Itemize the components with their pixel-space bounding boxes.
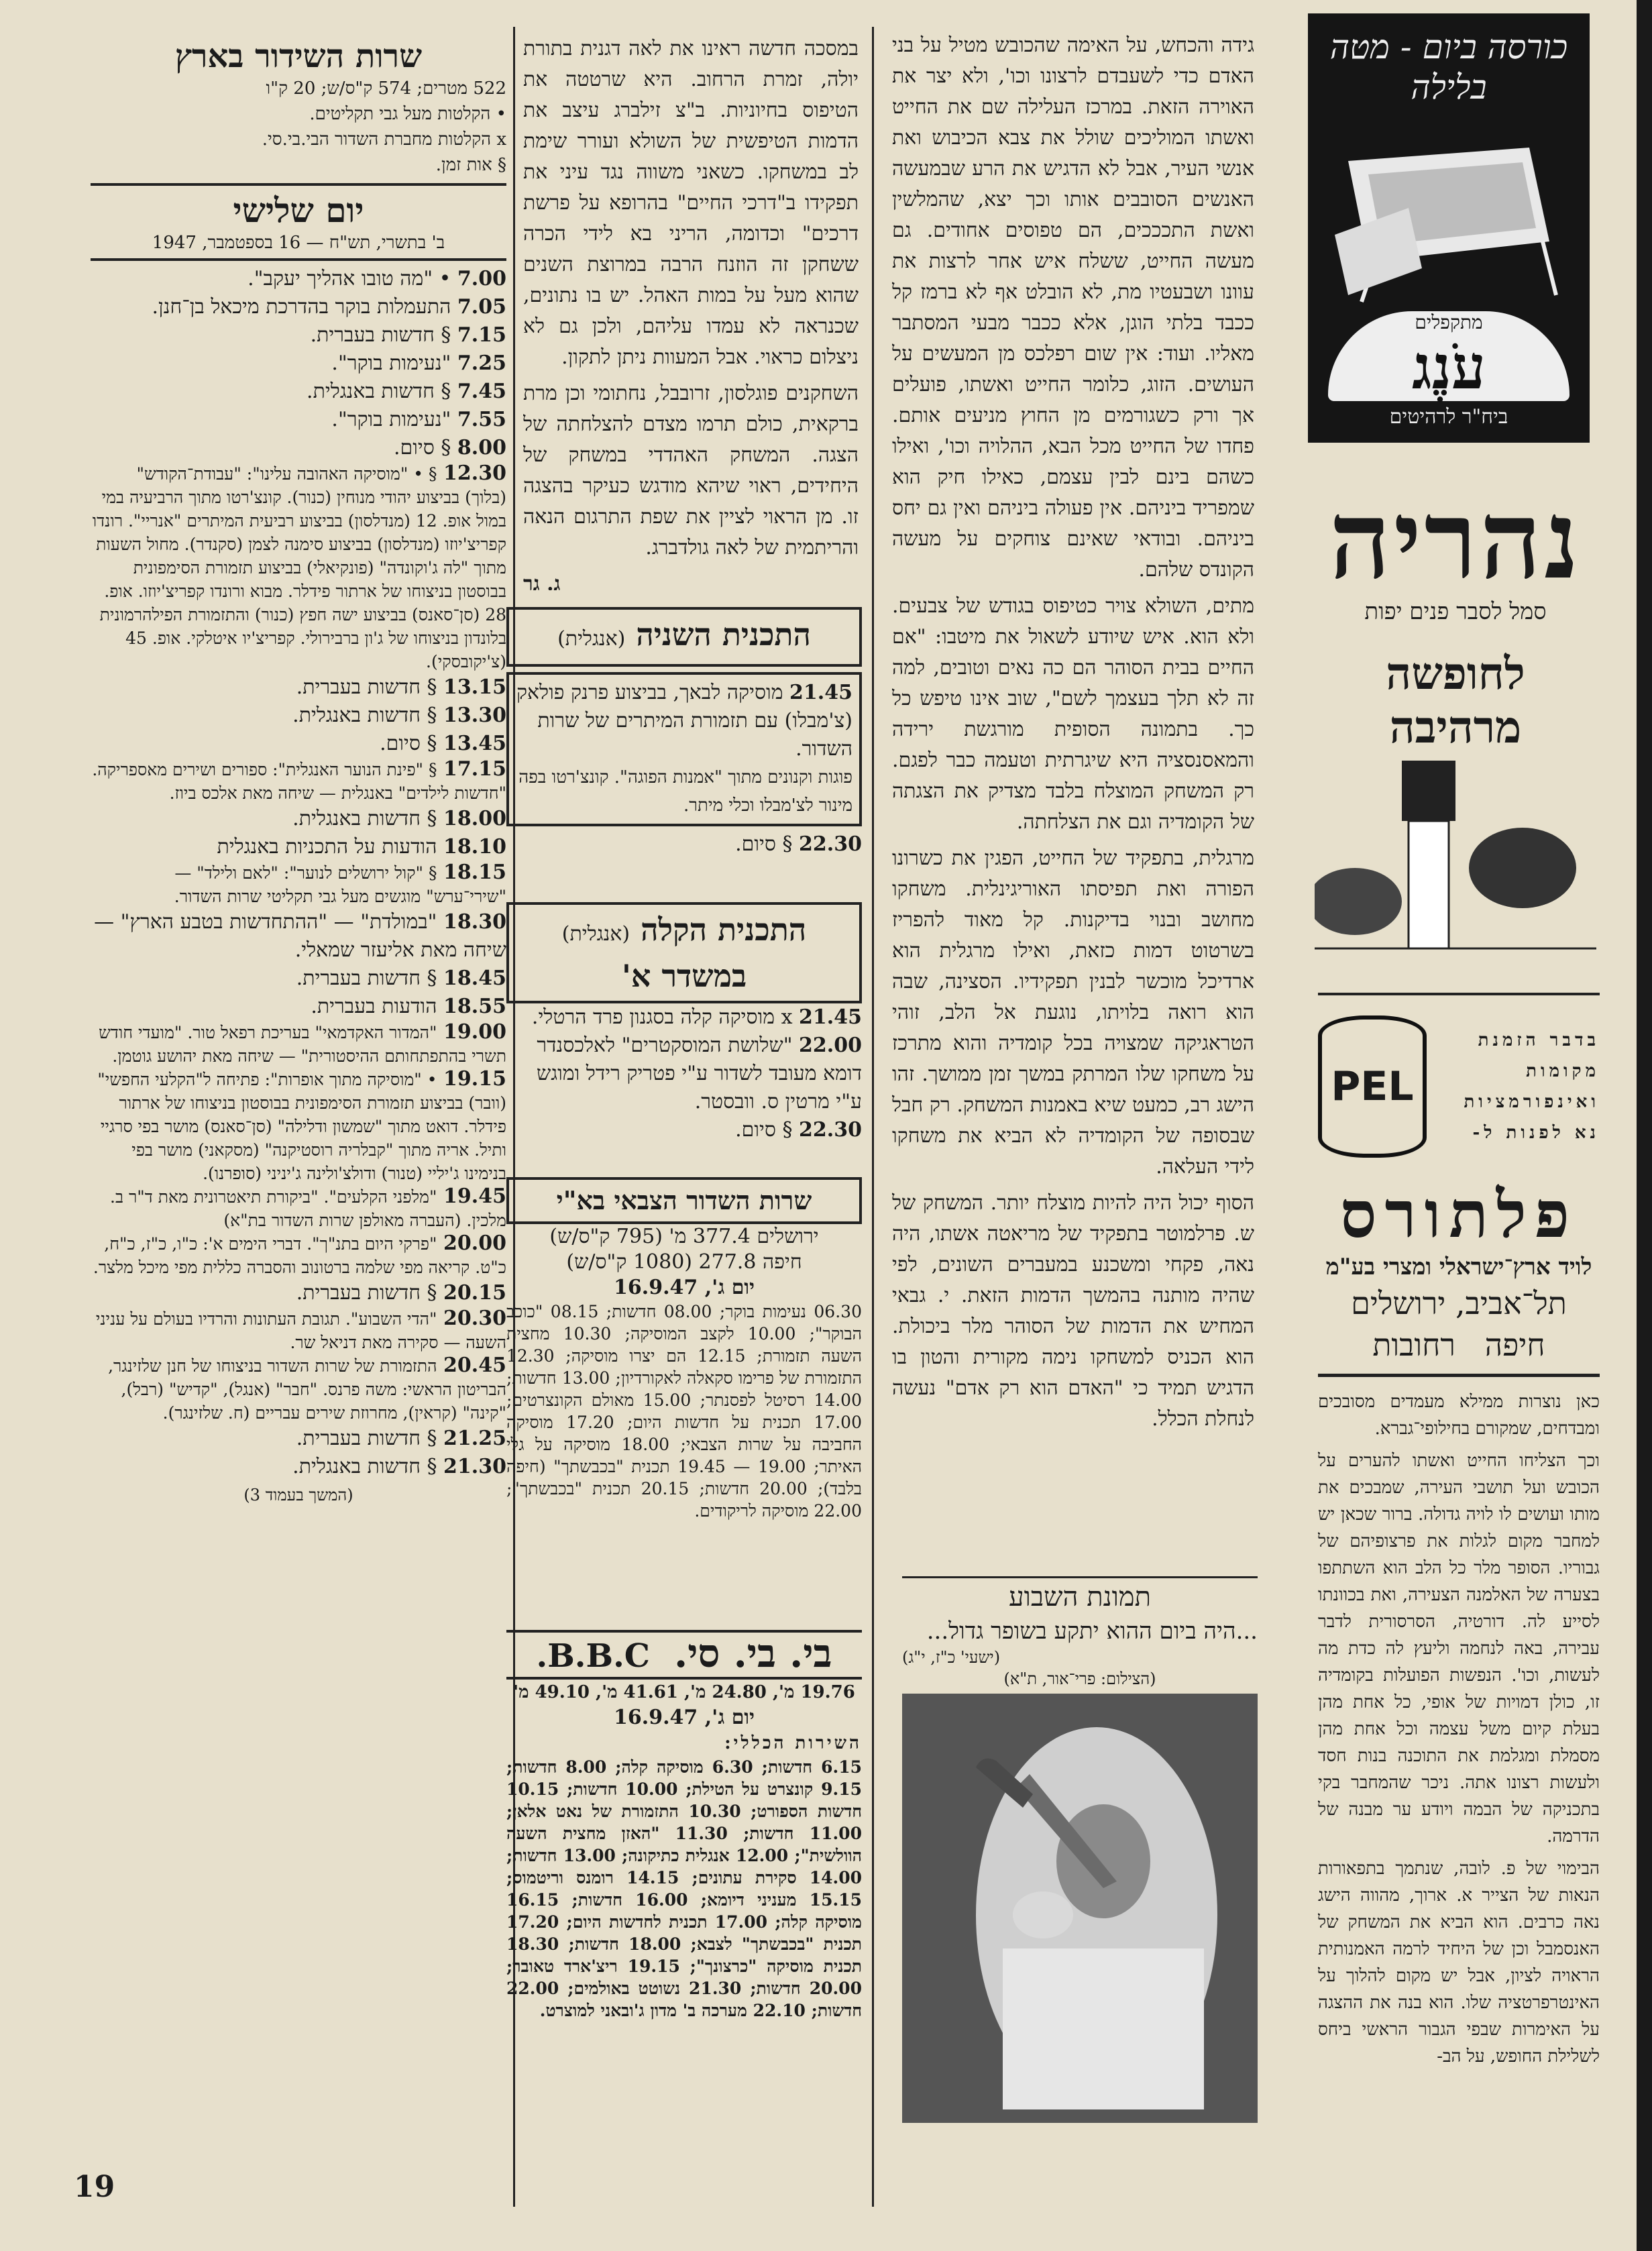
light-program-title-note: (אנגלית) [561,922,630,946]
photo-credit: (הצילום: פרי־אור, ת"א) [1003,1669,1156,1688]
pel-ad-line: נא לפנות ל- [1472,1123,1600,1143]
schedule-time: 18.45 [443,967,506,990]
day-date: ב' בתשרי, תש"ח — 16 בספטמבר, 1947 [91,230,506,261]
schedule-text: § "קול ירושלים לנוער": "לאם ולילד" — "שירי־ערש" מוגשים מעל גבי תקליטי שרות השדור. [174,863,506,906]
photo-source: (ישעי' כ"ז, י"ג) [902,1648,1001,1667]
schedule-item [91,673,506,702]
schedule-time: 7.00 [457,267,506,290]
pel-ad [1318,993,1600,1411]
schedule-item [91,805,506,833]
broadcast-schedule-column [91,37,506,2170]
schedule-item [91,730,506,758]
schedule-item [91,462,506,673]
page-number: 19 [74,2170,115,2204]
schedule-text: הודעות על התכניות באנגלית [217,835,437,859]
schedule-time: 19.15 [443,1067,506,1091]
review-column-1 [892,30,1254,1566]
pel-ad-line: מקומות [1526,1061,1600,1081]
light-program-title [506,902,862,1003]
program-item-text: פוגות וקנונים מתוך "אמנות הפוגה". קונצ'רטו בפה מינור לצ'מבלו וכלי מיתר. [518,767,852,816]
schedule-time: 18.00 [443,807,506,830]
nahariya-slogan: סמל לסבר פנים יפות [1364,598,1547,625]
schedule-time: 17.15 [443,757,506,781]
schedule-item [91,1068,506,1185]
schedule-text: § סיום. [393,436,451,459]
neg-ad-tag: מתקפלים [1415,311,1483,333]
bbc-body: 6.15 חדשות; 6.30 מוסיקה קלה; 8.00 חדשות; 9.15 קונצרט על הטילת; 10.00 חדשות; 10.15 חדשות הספורט; 10.30 התזמורת של נאט אלאן; 11.00 חדשות; 11.30 "האזן מחצית השעה הוולשית"; 12.00 אנגלית כתיקונה; 13.00 חדשות; 14.00 סקירת עתונים; 14.15 רומנס וריטמוס; 15.15 מעניני דיומא; 16.00 חדשות; 16.15 מוסיקה קלה; 17.00 תכנית לחדשות היום; 17.20 תכנית "בכבשתך" לצבא; 18.00 חדשות; 18.30 תכנית מוסיקה "כרצונך"; 19.15 ריצ'ארד טאובר; 20.00 חדשות; 21.30 נשוטט באולמים; 22.00 חדשות; 22.10 מערכה ב' מדון ג'ובאני למוצרט. [506,1757,862,2020]
schedule-text: "המדור האקדמאי" בעריכת רפאל טור. "מועדי חודש תשרי בהתפתחותם ההיסטורית" — שיחה מאת יהושע גוטמן. [99,1023,506,1066]
program-item-text: "שלושת המוסקטרים" לאלכסנדר דומא מעובד לשדור ע"י פטריק רידל ומוגש ע"י מרטין ס. וובסטר. [536,1034,862,1113]
program-item-text: מוסיקה לבאך, בביצוע פרנק פולאק (צ'מבלו) עם תזמורת המיתרים של שרות השדור. [516,681,852,761]
bbc-title-hebrew: בי. בי. סי. [674,1631,832,1676]
schedule-time: 7.45 [457,380,506,403]
schedule-text: § "פינת הנוער האנגלית": ספורים ושירים מאספריקה. "חדשות לילדים" באנגלית — שיחה מאת אלכס ביוז. [92,760,506,803]
program-item [506,1003,862,1032]
review-signature: ג. גר [523,572,561,590]
review-paragraph: וכך הצליחו החייט ואשתו להערים על הכובש ועל תושבי העירה, שמבכים את מותו ועושים לו לויה גדולה. ברור שכאן יש למחבר מקום לגלות את פרצופיהם של גבוריו. הסופר מלר כל הלב הוא השתתפו בצערה של האלמנה הצעירה, ואת בכוונתו לסייע לה. דורטיה, הסרסורית לדבר עבירה, באה לנחמה וליעץ לה כדת מה לעשות, וכו'. הנפשות הפועלות בקומדיה זו, כולן דמויות של אופי, כל אחת מהן בעלת קיום משל עצמה וכל אחת מהן מסמלת ומגלמת את התוכנה בנות חסד ולעשות רצונו אתה. ניכר שהמחבר בקי בתכניקה של הבמה ויודע ער מבנה של הדרמה. [1318,1451,1600,1847]
schedule-item [91,965,506,993]
column-rule [872,27,874,2207]
schedule-item [91,758,506,805]
bbc-service: השירות הכללי: [724,1733,862,1753]
neg-ad-brand: עֹנֶג [1412,332,1486,403]
schedule-text: הודעות בעברית. [311,995,437,1018]
photo-caption: ...היה ביום ההוא יתקע בשופר גדול... [926,1618,1258,1645]
schedule-text: § חדשות באנגלית. [307,380,451,403]
bbc-line: יום ג', 16.9.47 [614,1706,755,1729]
schedule-item [91,434,506,462]
schedule-item [91,1021,506,1068]
program-item [506,1116,862,1144]
review-column-right [1318,1388,1600,2220]
program-item [506,1032,862,1116]
schedule-text: • "מוסיקה מתוך אופרות": פתיחה ל"הקלעי החפשי" (וובר) בביצוע תזמורת הסימפונית בבוסטון בניצוחו של ארתור פידלר. דואט מתוך "שמשון ודלילה" (סן־סאנס) מושר בפי סרגיי ותיל. אריה מתוך "קבלריה רוסטיקנה" (מסקאני) מושר בפי בנימינו ג'יליי (טנור) ודולצ'ולינה ג'יניני (סופרנו). [97,1070,506,1183]
schedule-item [91,702,506,730]
broadcast-header-line: § אות זמן. [435,155,506,175]
review-paragraph: הסוף יכול היה להיות מוצלח יותר. המשחק של ש. פרלמוטר בתפקיד של מריאטה אשתו, היה נאה, פקחי ומשכנע במעברים השונים, לפי שהיה מותנה בהמשך הדמות הזאת. י. גבאי המחיש את הדמות של הסוהר מלר ביכולת. הוא הכניס למשחקו נימה מקורית והטון בו הדגיש תמיד כי "האדם הוא רק אדם" נעשה לנחלת הכלל. [892,1191,1254,1431]
schedule-item [91,321,506,349]
review-paragraph: מתים, השולא צויר כטיפוס בגודש של צבעים. ולא הוא. איש שיודע לשאול את מיטבו: "אם החיים בבית הסוהר הם כה נאים וטובים, למה זה לא תלך בעצמך לשם", שוב אינו טיפש כל כך. בתמונה הסופית מורגשת ירידה והמאסנסציה היא שיגרתית וטעמה כבר לפגם. רק המשחק המוצלח בלבד מצדיק את הצגתה של הקומדיה וגם את הצלחתה. [892,594,1254,834]
review-column-2 [523,34,859,590]
nahariya-title: נהריה [1329,477,1582,603]
schedule-item [91,349,506,378]
schedule-text: § חדשות בעברית. [296,1427,437,1450]
army-radio-line: חיפה 277.8 (1080 ק"ס/ש) [566,1250,802,1274]
schedule-list [91,265,506,1481]
schedule-item [91,1185,506,1232]
schedule-time: 7.25 [457,351,506,375]
review-paragraph: הבימוי של פ. לובה, שנתמך בתפאורות הנאות של הצייר א. ארוך, מהווה הישג נאה כרבים. הוא הביא את המשחק של האנסמבל וכן של היחיד לרמה האמנותית הראויה לציון, אבל יש מקום להלוך על האינטרפרטציה שלו. הוא בנה את ההצגה על האימרות שבפי הגבור הראשי ביחס לשלילת החופש, על הב- [1318,1859,1600,2067]
schedule-text: § חדשות בעברית. [296,1281,437,1305]
neg-ad-top: כורסה ביום - מטה בלילה [1329,28,1568,107]
schedule-time: 8.00 [457,436,506,459]
light-program-box [506,902,862,1170]
pel-ad-lines [1464,1025,1600,1148]
pel-ad-line: בדבר הזמנת [1478,1030,1600,1050]
schedule-item [91,406,506,434]
water-tower-illustration [1315,754,1596,955]
program-item-text: x מוסיקה קלה בסגנון פרד הרטלי. [531,1005,793,1029]
broadcast-header-line: 522 מטרים; 574 ק"ס/ש; 20 ק"ו [266,78,506,99]
schedule-time: 20.30 [443,1307,506,1330]
schedule-time: 21.30 [443,1455,506,1478]
review-paragraph: השחקנים פוגלסון, זרובבל, נחתומי וכן מרת ברקאית, כולם תרמו מצדם להצלחתה של הצגה. המשחק האהדדי במשחק של היחידים, ראוי שיהא מודגש כעיקר בהצגה זו. מן הראוי לציין את שפת התרגום הנאה והריתמית של לאה גולדברג. [523,382,859,559]
program-item-time: 21.45 [799,1005,862,1029]
schedule-text: § חדשות בעברית. [296,967,437,990]
neg-furniture-ad [1308,13,1590,443]
schedule-item [91,1232,506,1279]
schedule-item [91,833,506,861]
schedule-item [91,1425,506,1453]
schedule-item [91,861,506,908]
schedule-time: 7.05 [457,295,506,319]
program-item-time: 22.00 [799,1034,862,1057]
light-program-title2: במשדר א' [621,958,747,994]
pel-brand: פלתורס [1340,1176,1578,1252]
schedule-text: "נעימות בוקר". [331,351,451,375]
schedule-time: 18.55 [443,995,506,1018]
schedule-text: § חדשות באנגלית. [292,1455,437,1478]
schedule-time: 18.15 [443,861,506,884]
schedule-text: "במולדת" — "ההתחדשות בטבע הארץ" — שיחה מאת אליעזר שמאלי. [94,910,506,962]
schedule-item [91,1307,506,1354]
bbc-box [506,1630,862,2180]
bbc-title [506,1630,862,1680]
army-radio-line: יום ג', 16.9.47 [614,1276,755,1299]
army-radio-title: שרות השדור הצבאי בא"י [506,1177,862,1224]
bbc-line: 19.76 מ', 24.80 מ', 41.61 מ', 49.10 מ' [513,1682,855,1702]
nahariya-line2: מרהיבה [1389,701,1522,753]
pel-logo-text: PEL [1331,1063,1414,1110]
second-program-title-note: (אנגלית) [557,627,626,651]
army-radio-body: 06.30 נעימות בוקר; 08.00 חדשות; 08.15 "כוכב הבוקר"; 10.00 לקצב המוסיקה; 10.30 מחצית השעה תזמורת; 12.15 הם יצרו מוסיקה; 12.30 התזמורת של פרימו סקאלה לאקורדיון; 13.00 חדשות; 14.00 רסיטל לפסנתר; 15.00 מאולם הקונצרטים; 17.00 תכנית על חדשות היום; 17.20 מוסיקה החביבה על שרות הצבאי; 18.00 מוסיקה על גלי האיתר; 19.00 — 19.45 תכנית "בכבשתך" (חיפה בלבד); 20.00 חדשות; 20.15 תכנית "בכבשתך"; 22.00 מוסיקה לריקודים. [506,1302,862,1521]
schedule-time: 21.25 [443,1427,506,1450]
folding-chair-illustration [1308,107,1590,309]
schedule-time: 20.45 [443,1354,506,1377]
schedule-text: § • "מוסיקה האהובה עלינו": "עבודת־הקודש" (בלוך) בביצוע יהודי מנוחין (כנור). קונצ'רטו מתוך הרביעיה במי במול אופ. 12 (מנדלסון) בביצוע רביעית המיתרים "אנריי". רונדו קפריצ'יוזו (מנדלסון) בביצוע סימנה לצמן (סקנדר). מחול השעות מתוך "לה ג'וקונדה" (פונקיאלי) בביצוע תזמורת הסימפונית בבוסטון בניצוחו של ארתור פידלר. מבוא ורונדו קפריצ'יוזו. אופ. 28 (סן־סאנס) בביצוע ישה חפץ (כנור) והתזמורת הפילהרמונית בלונדון בניצוחו של ג'ון ברבירולי. קפריצ'יו איטלקי. אופ. 45 (צ'יקובסקי). [92,464,506,671]
schedule-text: התזמורת של שרות השדור בניצוחו של חנן שלזינגר, הבריטון הראשי: משה פרנס. "חבר" (אנגל), "קדיש" (רבל), "קינה" (קראין), מחרוזת שירים עבריים (ח. שלזינגר). [108,1356,506,1423]
neg-ad-bottom: ביח"ר לרהיטים [1389,405,1508,429]
schedule-time: 20.15 [443,1281,506,1305]
program-item-time: 22.30 [799,1118,862,1142]
program-item-text: § סיום. [735,1118,793,1142]
schedule-item [91,1453,506,1481]
schedule-time: 7.15 [457,323,506,347]
schedule-time: 7.55 [457,408,506,431]
army-radio-line: ירושלים 377.4 מ' (795 ק"ס/ש) [549,1225,819,1248]
pel-company: לויד ארץ־ישראלי ומצרי בע"מ [1325,1254,1592,1280]
schedule-item [91,1354,506,1425]
light-program-title-text: התכנית הקלה [641,912,807,948]
schedule-text: "הדי השבוע". תגובת העתונות והרדיו בעולם על עניני השעה — סקירה מאת דניאל שר. [95,1309,506,1352]
army-radio-box [506,1177,862,1606]
second-program-box [506,607,862,895]
program-item-time: 22.30 [799,832,862,856]
schedule-text: § חדשות באנגלית. [292,704,437,727]
schedule-time: 13.30 [443,704,506,727]
schedule-item [91,908,506,965]
second-program-title [506,607,862,667]
second-program-title-text: התכנית השניה [636,616,811,653]
schedule-text: "מלפני הקלעים". "ביקורת תיאטרונית מאת ד"ר ב. מלכין. (העברה מאולפן שרות השדור בת"א) [110,1187,506,1230]
review-paragraph: כאן נוצרות ממילא מעמדים מסובכים ומבדחים, שמקורם בחילופי־גברא. [1318,1392,1600,1439]
schedule-time: 12.30 [443,461,506,485]
schedule-time: 13.15 [443,675,506,699]
schedule-item [91,265,506,293]
pel-city1: תל־אביב, ירושלים [1351,1285,1567,1321]
schedule-text: "פרקי היום בתנ"ך". דברי הימים א': כ"ו, כ"ז, כ"ח, כ"ט. קריאה מפי שלמה ברטונוב והסברה כללית מפי מיכל מלצר. [93,1234,506,1277]
photo-title: תמונת השבוע [902,1576,1258,1616]
schedule-time: 20.00 [443,1231,506,1255]
broadcast-header-title: שרות השידור בארץ [174,38,423,75]
program-item-time: 21.45 [789,681,852,704]
day-title: יום שלישי [233,190,364,230]
schedule-item [91,378,506,406]
schedule-item [91,293,506,321]
broadcast-header-line: x הקלטות מחברת השדור הבי.בי.סי. [262,129,506,150]
program-item [516,679,852,763]
pel-ad-top [1318,1015,1600,1158]
neg-ad-brand-box [1328,311,1570,401]
bbc-title-english: B.B.C. [536,1637,650,1675]
ads-divider [1318,1374,1600,1377]
schedule-text: • "מה טובו אהליך יעקב". [247,267,451,290]
schedule-time: 13.45 [443,732,506,755]
schedule-text: § חדשות בעברית. [296,675,437,699]
schedule-time: 18.30 [443,910,506,934]
header-divider [91,183,506,186]
program-item-text: § סיום. [735,832,793,856]
review-paragraph: במסכה חדשה ראינו את לאה דגנית בתורת יולה, זמרת הרחוב. היא שרטטה את הטיפוס בחיוניות. ב"צ זילברג עיצב את הדמות הטיפשית של השולא ועורר שימת לב במשחקו. כשאני משווה נגד עיני את תפקידו ב"דרכי החיים" בהרופא על פרשת דרכים" וכדומה, הריני בא לידי הכרה ששחקן זה הוזנח הרבה במרוצת השנים שהוא מעל על במות האהל. יש בו נתונים, שכנראה לא עמדו עליהם, ולכן גם לא ניצלום כראוי. אבל המעוות ניתן לתקון. [523,37,859,369]
pel-city2: חיפה רחובות [1372,1327,1545,1363]
pel-ad-line: ואינפורמציות [1464,1092,1600,1112]
shofar-photo [902,1694,1258,2123]
review-paragraph: גידה והכחש, על האימה שהכובש מטיל על בני האדם כדי לשעבדם לרצונו וכו', ולא יצר את האוירה הזאת. במרכז העלילה שם את החייט ואשתו המוליכים שולל את צבא הכיבוש ואת אנשי העיר, אבל לא הדגיש את הרע שבמעשה האנשים הסובבים אותו וכך יצא, שהמלשין ואשת התכככים, הם טפוסים אחודים. גם מעשה החייט, ששלח איש אחר לרצות את עוונו ושבעטיו מת, לא הובלט אף לא ברמז קל ככבד בלתי הוגן, אלא ככבר מבעי המסתבר מאליו. ועוד: אין שום רפלכס מן המעשים על העושים. הזוג, כלומר החייט ואשתו, פועלים אך ורק כשגורמים מן החוץ מניעים אותם. פחדו של החייט מכל הבא, ההלויה וכו', ואילו כשהם בינם לבין עצמם, כאילו חיק הוא שמפריד ביניהם. אין פעולה ביניהם ואין גם יחס ביניהם. ובודאי שאינם צוחקים על מעשה הקונדס שלהם. [892,34,1254,582]
schedule-text: התעמלות בוקר בהדרכת מיכאל בן־חנן. [152,295,451,319]
review-paragraph: מרגלית, בתפקיד של החייט, הפגין את כשרונו הפורה ואת תפיסתו האוריגינלית. משחקו מחושב ובנוי בדיקנות. קל מאוד להפריז בשרטוט דמות כזאת, ואילו מרגלית הוא ארדיכל מוכשר לבנין תפקידיו. הסצינה, שבה הוא רואה בלויתו, נוגעת אל הלב, זוהי הטראגיקה שמצויה בכל קומדיה והוא מתרכז על משחקו שלו המרתק במשך זמן ממושך. זהו הישג רב, כמעט שיא באמנות המשחק. רק חבל שבסופה של הקומדיה לא הביא את משחקו לידי העלאה. [892,846,1254,1178]
pel-logo [1318,1015,1427,1158]
broadcast-header-line: • הקלטות מעל גבי תקליטים. [309,104,506,124]
schedule-time: 19.45 [443,1185,506,1208]
nahariya-ad [1315,477,1596,993]
continued-note: (המשך בעמוד 3) [243,1486,353,1504]
schedule-item [91,993,506,1021]
schedule-time: 19.00 [443,1020,506,1044]
schedule-text: § סיום. [380,732,437,755]
photo-of-week [902,1576,1258,2187]
second-program-items [506,672,862,826]
schedule-text: "נעימות בוקר". [331,408,451,431]
schedule-item [91,1279,506,1307]
schedule-time: 18.10 [443,835,506,859]
schedule-text: § חדשות באנגלית. [292,807,437,830]
program-item [516,763,852,820]
nahariya-line1: לחופשה [1386,647,1525,700]
schedule-text: § חדשות בעברית. [310,323,451,347]
program-item [506,830,862,859]
